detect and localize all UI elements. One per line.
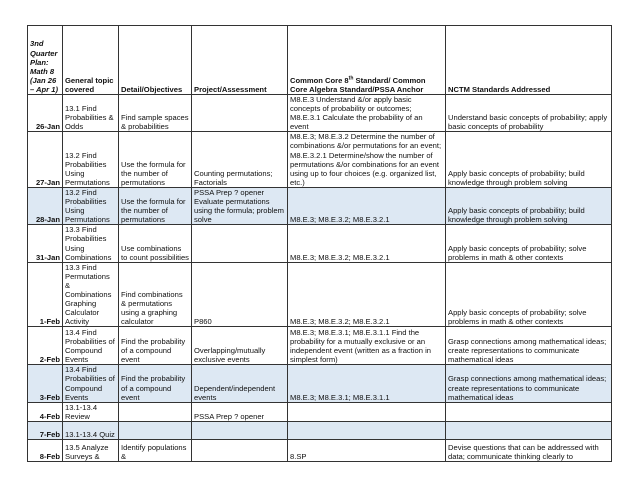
row-project	[192, 421, 288, 439]
table-row	[28, 421, 612, 439]
row-nctm: Apply basic concepts of probability; build knowledge through problem solving	[446, 132, 612, 188]
row-date: 1-Feb	[28, 262, 63, 327]
row-date: 7-Feb	[28, 421, 63, 439]
row-common-core	[288, 402, 446, 421]
row-project: PSSA Prep ? opener Evaluate permutations using the formula; problem solve	[192, 187, 288, 224]
table-row	[28, 327, 612, 365]
row-detail	[119, 421, 192, 439]
table-row	[28, 132, 612, 188]
row-detail: Use the formula for the number of permutations	[119, 187, 192, 224]
header-topic: General topic covered	[63, 26, 119, 95]
row-nctm: Grasp connections among mathematical ideas; create representations to communicate mathematical ideas	[446, 365, 612, 402]
row-project: Overlapping/mutually exclusive events	[192, 327, 288, 365]
table-row	[28, 402, 612, 421]
row-project	[192, 225, 288, 262]
header-row	[28, 26, 612, 95]
row-project: Counting permutations; Factorials	[192, 132, 288, 188]
row-project	[192, 95, 288, 132]
row-topic: 13.5 Analyze Surveys &	[63, 439, 119, 461]
row-common-core: 8.SP	[288, 439, 446, 461]
row-common-core: M8.E.3; M8.E.3.2; M8.E.3.2.1	[288, 187, 446, 224]
table-row	[28, 95, 612, 132]
row-topic: 13.3 Find Permutations & Combinations Graphing Calculator Activity	[63, 262, 119, 327]
row-nctm	[446, 402, 612, 421]
row-nctm: Understand basic concepts of probability; apply basic concepts of probability	[446, 95, 612, 132]
table-row	[28, 365, 612, 402]
row-topic: 13.3 Find Probabilities Using Combinations	[63, 225, 119, 262]
row-detail: Identify populations &	[119, 439, 192, 461]
row-detail: Find the probability of a compound event	[119, 327, 192, 365]
table-row	[28, 187, 612, 224]
row-detail	[119, 402, 192, 421]
quarter-plan-table	[27, 25, 612, 462]
row-nctm	[446, 421, 612, 439]
row-detail: Use combinations to count possibilities	[119, 225, 192, 262]
header-common-core	[288, 26, 446, 95]
row-topic: 13.4 Find Probabilities of Compound Events	[63, 327, 119, 365]
row-detail: Find combinations & permutations using a graphing calculator	[119, 262, 192, 327]
row-nctm: Grasp connections among mathematical ideas; create representations to communicate mathematical ideas	[446, 327, 612, 365]
header-detail: Detail/Objectives	[119, 26, 192, 95]
row-nctm: Devise questions that can be addressed with data; communicate thinking clearly to	[446, 439, 612, 461]
table-row	[28, 439, 612, 461]
common-core-post: Standard/ Common Core Algebra Standard/PSSA Anchor	[290, 75, 426, 94]
row-common-core: M8.E.3 Understand &/or apply basic concepts of probability or outcomes; M8.E.3.1 Calculate the probability of an event	[288, 95, 446, 132]
row-detail: Find sample spaces & probabilities	[119, 95, 192, 132]
header-plan: 3nd Quarter Plan: Math 8 (Jan 26 – Apr 1)	[28, 26, 63, 95]
common-core-sup: th	[348, 75, 354, 82]
row-common-core: M8.E.3; M8.E.3.1; M8.E.3.1.1 Find the probability for a mutually exclusive or an independent event (written as a fraction in simplest form)	[288, 327, 446, 365]
row-topic: 13.2 Find Probabilities Using Permutations	[63, 187, 119, 224]
row-date: 26-Jan	[28, 95, 63, 132]
row-common-core: M8.E.3; M8.E.3.2; M8.E.3.2.1	[288, 225, 446, 262]
row-topic: 13.1-13.4 Quiz	[63, 421, 119, 439]
row-nctm: Apply basic concepts of probability; solve problems in math & other contexts	[446, 225, 612, 262]
row-date: 8-Feb	[28, 439, 63, 461]
row-project: Dependent/independent events	[192, 365, 288, 402]
row-common-core: M8.E.3; M8.E.3.1; M8.E.3.1.1	[288, 365, 446, 402]
header-project: Project/Assessment	[192, 26, 288, 95]
row-topic: 13.1 Find Probabilities & Odds	[63, 95, 119, 132]
row-common-core	[288, 421, 446, 439]
row-nctm: Apply basic concepts of probability; solve problems in math & other contexts	[446, 262, 612, 327]
row-date: 27-Jan	[28, 132, 63, 188]
row-common-core: M8.E.3; M8.E.3.2 Determine the number of combinations &/or permutations for an event; M8.E.3.2.1 Determine/show the number of permutations &/or combinations for an event using up to four choices (e.g. organized list, etc.)	[288, 132, 446, 188]
row-date: 4-Feb	[28, 402, 63, 421]
row-date: 28-Jan	[28, 187, 63, 224]
row-date: 31-Jan	[28, 225, 63, 262]
row-date: 3-Feb	[28, 365, 63, 402]
row-topic: 13.1-13.4 Review	[63, 402, 119, 421]
row-project: PSSA Prep ? opener	[192, 402, 288, 421]
row-project: P860	[192, 262, 288, 327]
row-detail: Use the formula for the number of permutations	[119, 132, 192, 188]
row-detail: Find the probability of a compound event	[119, 365, 192, 402]
row-project	[192, 439, 288, 461]
table-row	[28, 225, 612, 262]
row-topic: 13.4 Find Probabilities of Compound Events	[63, 365, 119, 402]
row-date: 2-Feb	[28, 327, 63, 365]
row-common-core: M8.E.3; M8.E.3.2; M8.E.3.2.1	[288, 262, 446, 327]
table-row	[28, 262, 612, 327]
row-nctm: Apply basic concepts of probability; build knowledge through problem solving	[446, 187, 612, 224]
header-nctm: NCTM Standards Addressed	[446, 26, 612, 95]
common-core-pre: Common Core 8	[290, 75, 349, 85]
row-topic: 13.2 Find Probabilities Using Permutations	[63, 132, 119, 188]
